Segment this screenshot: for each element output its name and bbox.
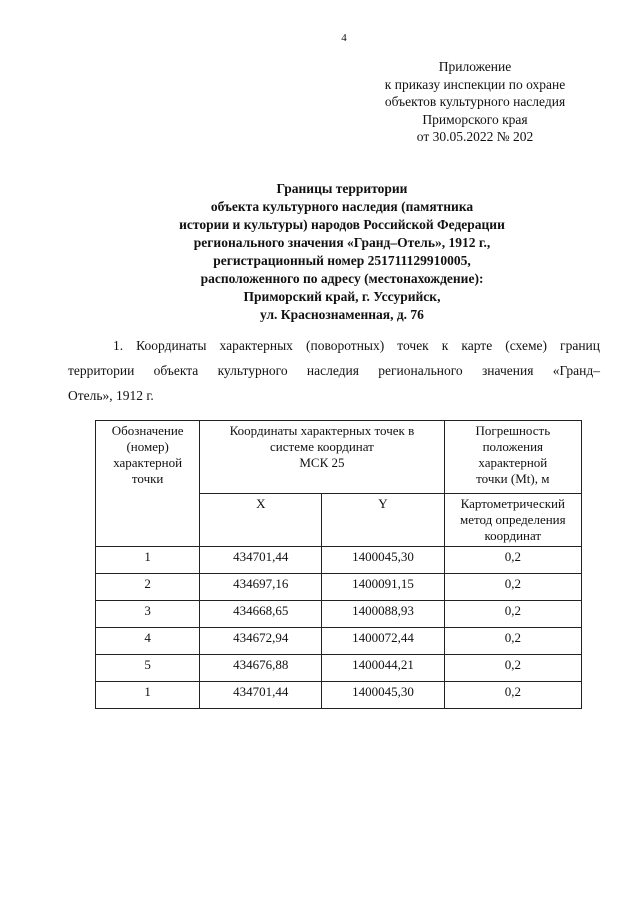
cell-y: 1400045,30 — [322, 547, 444, 574]
cell-y: 1400091,15 — [322, 574, 444, 601]
cell-x: 434668,65 — [200, 601, 322, 628]
title-line: Приморский край, г. Уссурийск, — [243, 289, 441, 304]
cell-mt: 0,2 — [444, 655, 581, 682]
cell-point: 4 — [96, 628, 200, 655]
table-row — [96, 655, 582, 682]
paragraph-line: территории объекта культурного наследия регионального значения «Гранд– — [68, 363, 600, 378]
header-text: Обозначение — [111, 423, 184, 438]
header-text: МСК 25 — [299, 455, 345, 470]
title-line: Границы территории — [276, 181, 408, 196]
cell-mt: 0,2 — [444, 574, 581, 601]
title-line: регионального значения «Гранд–Отель», 1912 г., — [193, 235, 491, 250]
header-text: системе координат — [270, 439, 374, 454]
header-text: метод определения — [460, 512, 566, 527]
table-row — [96, 682, 582, 709]
cell-mt: 0,2 — [444, 628, 581, 655]
paragraph-line: 1. Координаты характерных (поворотных) точек к карте (схеме) границ — [113, 338, 600, 353]
header-text: точки — [131, 471, 164, 486]
cell-x: 434672,94 — [200, 628, 322, 655]
header-error — [444, 421, 581, 494]
cell-point: 3 — [96, 601, 200, 628]
title-line: расположенного по адресу (местонахождение): — [200, 271, 484, 286]
cell-y: 1400072,44 — [322, 628, 444, 655]
cell-mt: 0,2 — [444, 601, 581, 628]
header-text: координат — [484, 528, 542, 543]
appendix-line: Приморского края — [422, 111, 528, 127]
header-x: X — [200, 494, 322, 547]
cell-x: 434701,44 — [200, 682, 322, 709]
header-text: точки (Mt), м — [476, 471, 550, 486]
cell-x: 434697,16 — [200, 574, 322, 601]
header-text: Картометрический — [460, 496, 565, 511]
intro-paragraph — [68, 333, 600, 408]
table-header-row — [96, 421, 582, 494]
header-y: Y — [322, 494, 444, 547]
cell-point: 5 — [96, 655, 200, 682]
cell-y: 1400045,30 — [322, 682, 444, 709]
coordinates-table — [95, 420, 582, 709]
header-text: характерной — [113, 455, 183, 470]
header-text: (номер) — [126, 439, 169, 454]
header-text: Координаты характерных точек в — [229, 423, 415, 438]
appendix-line: объектов культурного наследия — [384, 94, 566, 109]
cell-point: 1 — [96, 682, 200, 709]
header-text: положения — [482, 439, 544, 454]
table-row — [96, 601, 582, 628]
title-line: регистрационный номер 251711129910005, — [213, 253, 471, 268]
header-point-number — [96, 421, 200, 547]
page-number: 4 — [341, 32, 347, 44]
appendix-line: Приложение — [438, 59, 512, 74]
cell-y: 1400088,93 — [322, 601, 444, 628]
table-row — [96, 628, 582, 655]
header-method — [444, 494, 581, 547]
paragraph-line: Отель», 1912 г. — [68, 388, 154, 403]
cell-x: 434676,88 — [200, 655, 322, 682]
table-row — [96, 547, 582, 574]
header-coordinates — [200, 421, 444, 494]
cell-y: 1400044,21 — [322, 655, 444, 682]
appendix-header — [350, 58, 600, 146]
cell-point: 2 — [96, 574, 200, 601]
cell-mt: 0,2 — [444, 547, 581, 574]
title-line: объекта культурного наследия (памятника — [210, 199, 474, 214]
header-text: характерной — [478, 455, 548, 470]
table-row — [96, 574, 582, 601]
cell-mt: 0,2 — [444, 682, 581, 709]
cell-x: 434701,44 — [200, 547, 322, 574]
header-text: Погрешность — [475, 423, 551, 438]
appendix-line: к приказу инспекции по охране — [384, 76, 566, 92]
title-line: истории и культуры) народов Российской Федерации — [179, 217, 505, 232]
cell-point: 1 — [96, 547, 200, 574]
document-title — [100, 180, 584, 324]
title-line: ул. Краснознаменная, д. 76 — [260, 307, 424, 322]
appendix-line: от 30.05.2022 № 202 — [416, 129, 534, 144]
